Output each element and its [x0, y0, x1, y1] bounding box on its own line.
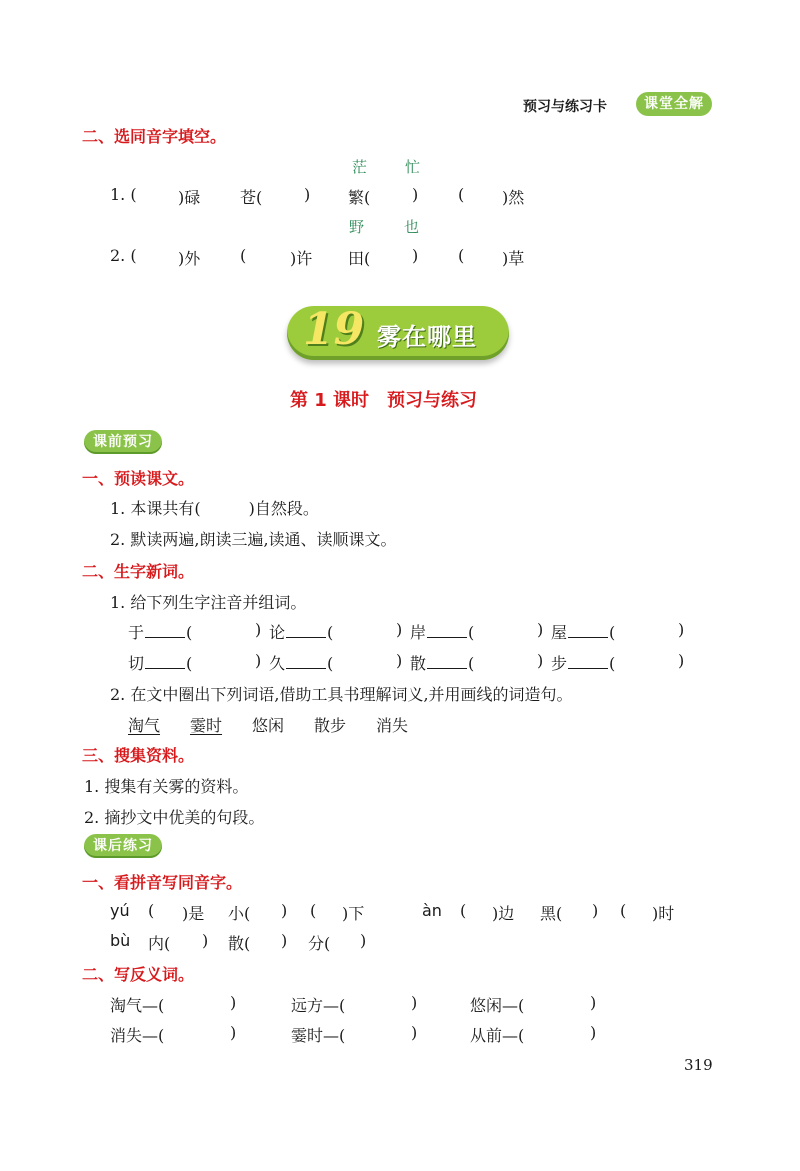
pinyin-an: àn — [422, 901, 442, 920]
paren-close: ) — [537, 651, 544, 670]
word: 悠闲 — [252, 716, 285, 735]
row2-part: ( — [240, 246, 247, 265]
an-part: ( — [460, 901, 467, 920]
page-number: 319 — [684, 1056, 713, 1074]
section-heading-homophone: 二、选同音字填空。 — [82, 127, 227, 146]
char-cell: 步 ( — [551, 654, 616, 673]
yu-part: ( — [148, 901, 155, 920]
char-cell: 岸 ( — [410, 623, 475, 642]
section-heading-pinyin: 一、看拼音写同音字。 — [82, 873, 243, 892]
yu-part: )是 — [182, 904, 205, 923]
paren-close: ) — [230, 1023, 237, 1042]
paren-close: ) — [678, 620, 685, 639]
word: 消失 — [376, 716, 409, 735]
paren-close: ) — [590, 993, 597, 1012]
yu-part: ) — [281, 901, 288, 920]
bu-part: ) — [281, 931, 288, 950]
lesson-banner — [287, 306, 509, 360]
char-cell: 屋 ( — [551, 623, 616, 642]
paren-close: ) — [537, 620, 544, 639]
preread-item-1: 1. 本课共有( )自然段。 — [110, 499, 319, 518]
preread-item-2: 2. 默读两遍,朗读三遍,读通、读顺课文。 — [110, 530, 397, 549]
pinyin-yu: yú — [110, 901, 130, 920]
yu-part: )下 — [342, 904, 365, 923]
antonym-word: 消失—( — [110, 1026, 165, 1045]
yu-part: 小( — [228, 904, 251, 923]
pinyin-bu: bù — [110, 931, 131, 950]
section-heading-collect: 三、搜集资料。 — [82, 746, 195, 765]
collect-item-2: 2. 摘抄文中优美的句段。 — [84, 808, 265, 827]
row1-part: )碌 — [178, 188, 201, 207]
row2-part: )外 — [178, 249, 201, 268]
an-part: )边 — [492, 904, 515, 923]
paren-close: ) — [230, 993, 237, 1012]
pre-class-badge: 课前预习 — [84, 430, 162, 454]
row1-part: 苍( — [240, 188, 263, 207]
char-cell: 切 ( — [128, 654, 193, 673]
new-words-item-2: 2. 在文中圈出下列词语,借助工具书理解词义,并用画线的词造句。 — [110, 685, 573, 704]
header-badge: 课堂全解 — [636, 92, 712, 116]
paren-close: ) — [590, 1023, 597, 1042]
row1-part: 1. ( — [110, 185, 137, 204]
collect-item-1: 1. 搜集有关雾的资料。 — [84, 777, 249, 796]
homophone-char-3: 野 — [349, 218, 365, 236]
homophone-char-1: 茫 — [352, 158, 368, 176]
header-label: 预习与练习卡 — [523, 99, 607, 115]
bu-part: ) — [202, 931, 209, 950]
bu-part: 内( — [148, 934, 171, 953]
row1-part: ) — [412, 185, 419, 204]
section-heading-antonyms: 二、写反义词。 — [82, 965, 195, 984]
paren-close: ) — [396, 651, 403, 670]
an-part: ) — [592, 901, 599, 920]
antonym-word: 远方—( — [291, 996, 346, 1015]
paren-close: ) — [255, 620, 262, 639]
char-cell: 于 ( — [128, 623, 193, 642]
section-heading-preread: 一、预读课文。 — [82, 469, 195, 488]
antonym-word: 悠闲—( — [470, 996, 525, 1015]
row2-part: ( — [458, 246, 465, 265]
an-part: 黑( — [540, 904, 563, 923]
homophone-char-4: 也 — [404, 218, 420, 236]
row2-part: ) — [412, 246, 419, 265]
paren-close: ) — [678, 651, 685, 670]
row2-part: )许 — [290, 249, 313, 268]
an-part: )时 — [652, 904, 675, 923]
word-underlined: 霎时 — [190, 716, 223, 735]
paren-close: ) — [396, 620, 403, 639]
word-underlined: 淘气 — [128, 716, 161, 735]
antonym-word: 从前—( — [470, 1026, 525, 1045]
row2-part: 2. ( — [110, 246, 137, 265]
char-cell: 散 ( — [410, 654, 475, 673]
lesson-subtitle: 第 1 课时 预习与练习 — [290, 390, 478, 411]
bu-part: ) — [360, 931, 367, 950]
bu-part: 散( — [228, 934, 251, 953]
antonym-word: 淘气—( — [110, 996, 165, 1015]
new-words-item-1: 1. 给下列生字注音并组词。 — [110, 593, 307, 612]
row1-part: ( — [458, 185, 465, 204]
char-cell: 久 ( — [269, 654, 334, 673]
after-class-badge: 课后练习 — [84, 834, 162, 858]
row1-part: ) — [304, 185, 311, 204]
row1-part: 繁( — [348, 188, 371, 207]
char-cell: 论 ( — [269, 623, 334, 642]
lesson-title: 雾在哪里 — [377, 323, 477, 351]
paren-close: ) — [411, 1023, 418, 1042]
homophone-char-2: 忙 — [405, 158, 421, 176]
row2-part: 田( — [348, 249, 371, 268]
word: 散步 — [314, 716, 347, 735]
row1-part: )然 — [502, 188, 525, 207]
row2-part: )草 — [502, 249, 525, 268]
bu-part: 分( — [308, 934, 331, 953]
antonym-word: 霎时—( — [291, 1026, 346, 1045]
paren-close: ) — [411, 993, 418, 1012]
lesson-number: 19 — [303, 304, 365, 355]
paren-close: ) — [255, 651, 262, 670]
yu-part: ( — [310, 901, 317, 920]
an-part: ( — [620, 901, 627, 920]
section-heading-new-words: 二、生字新词。 — [82, 562, 195, 581]
